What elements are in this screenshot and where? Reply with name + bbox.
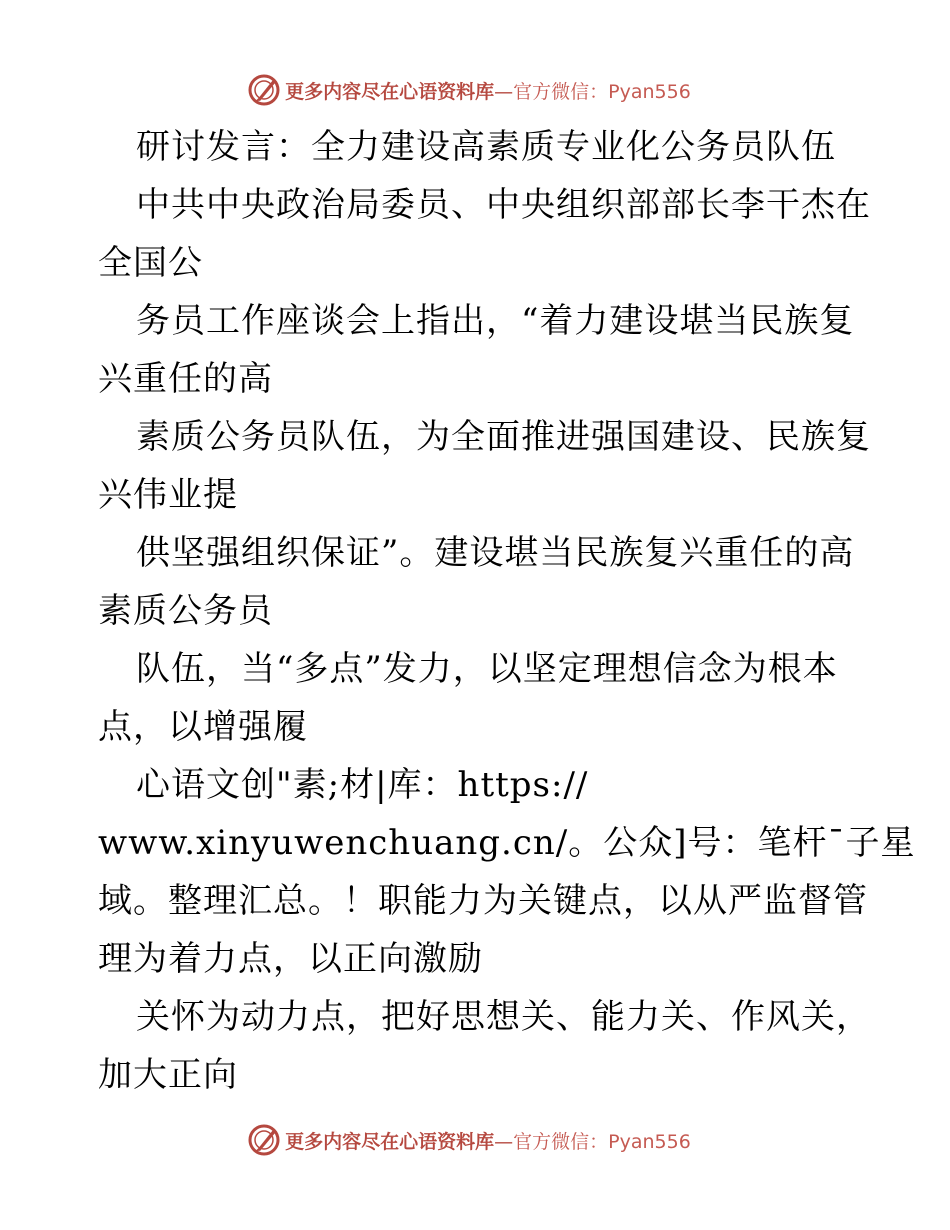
footer-banner bbox=[0, 1120, 950, 1160]
header-banner bbox=[0, 70, 950, 110]
banner-wechat-text: 官方微信：Pyan556 bbox=[513, 1130, 691, 1153]
banner-main-text: 更多内容尽在心语资料库 bbox=[285, 1130, 495, 1153]
text-line: 心语文创"素;材|库：https:// bbox=[136, 765, 589, 805]
banner-text bbox=[285, 77, 691, 104]
text-line: 中共中央政治局委员、中央组织部部长李干杰在 bbox=[136, 185, 871, 225]
text-line: 兴伟业提 bbox=[98, 475, 238, 515]
quill-pen-logo-icon bbox=[247, 1123, 281, 1157]
text-line: www.xinyuwenchuang.cn/。公众]号：笔杆¯子星 bbox=[98, 823, 916, 863]
text-line: 域。整理汇总。！职能力为关键点，以从严监督管 bbox=[98, 881, 868, 921]
banner-text bbox=[285, 1127, 691, 1154]
banner-wechat-text: 官方微信：Pyan556 bbox=[513, 80, 691, 103]
text-line: 务员工作座谈会上指出，“着力建设堪当民族复 bbox=[136, 301, 855, 341]
text-line: 素质公务员 bbox=[98, 591, 273, 631]
text-line: 供坚强组织保证”。建设堪当民族复兴重任的高 bbox=[136, 533, 855, 573]
banner-separator: — bbox=[494, 1130, 514, 1153]
text-line: 素质公务员队伍，为全面推进强国建设、民族复 bbox=[136, 417, 871, 457]
document-title-line: 研讨发言：全力建设高素质专业化公务员队伍 bbox=[136, 127, 836, 167]
text-line: 点，以增强履 bbox=[98, 707, 308, 747]
text-line: 关怀为动力点，把好思想关、能力关、作风关， bbox=[136, 997, 871, 1037]
quill-pen-logo-icon bbox=[247, 73, 281, 107]
banner-main-text: 更多内容尽在心语资料库 bbox=[285, 80, 495, 103]
text-line: 理为着力点，以正向激励 bbox=[98, 939, 483, 979]
document-body bbox=[98, 118, 916, 1104]
text-line: 兴重任的高 bbox=[98, 359, 273, 399]
text-line: 加大正向 bbox=[98, 1055, 238, 1095]
text-line: 队伍，当“多点”发力，以坚定理想信念为根本 bbox=[136, 649, 838, 689]
banner-separator: — bbox=[494, 80, 514, 103]
text-line: 全国公 bbox=[98, 243, 203, 283]
